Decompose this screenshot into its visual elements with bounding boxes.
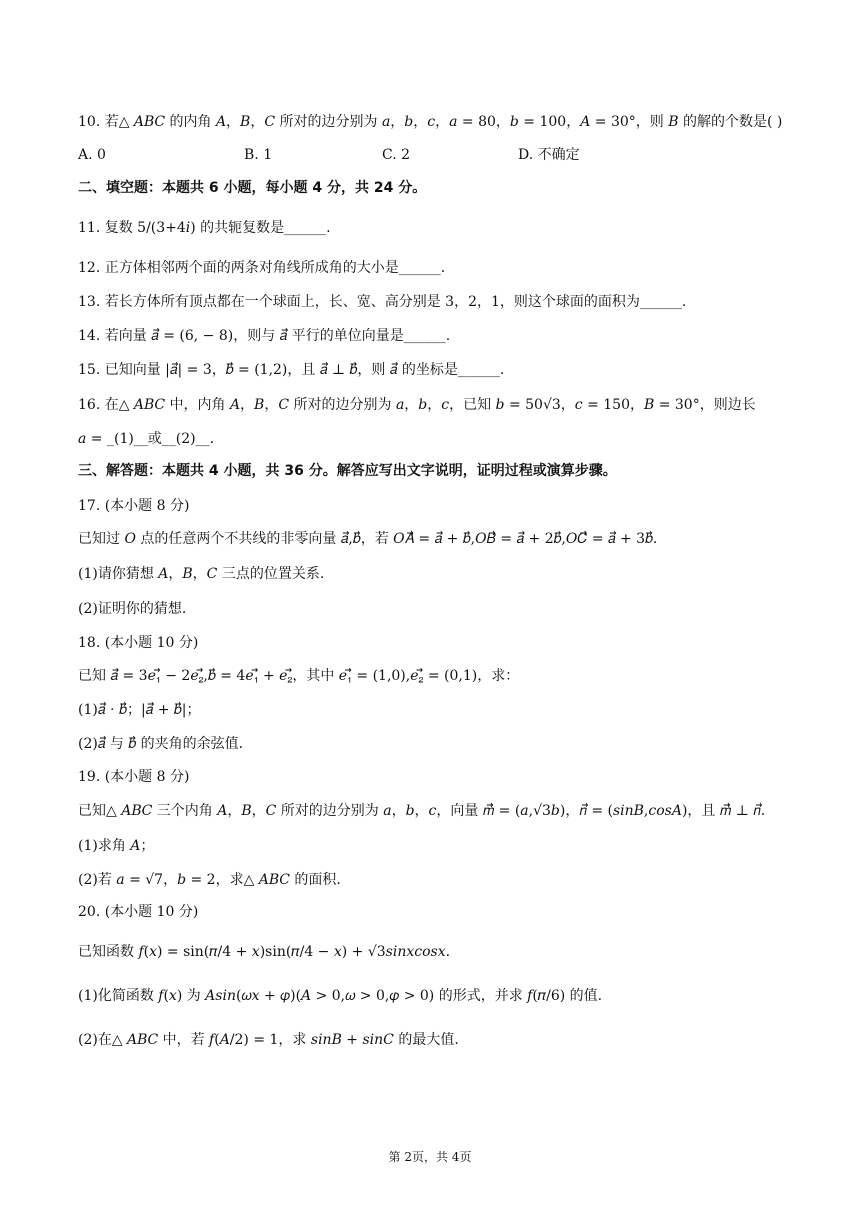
question-10-stem: 10. 若△ 𝐴𝐵𝐶 的内角 𝐴，𝐵，𝐶 所对的边分别为 𝑎，𝑏，𝑐，𝑎 = 80，𝑏 = 100，𝐴 = 30°，则 𝐵 的解的个数是( )	[78, 114, 783, 130]
section-3-heading: 三、解答题：本题共 4 小题，共 36 分。解答应写出文字说明，证明过程或演算步骤。	[78, 463, 617, 479]
question-14: 14. 若向量 𝑎⃗ = (6, − 8)，则与 𝑎⃗ 平行的单位向量是______.	[78, 328, 451, 344]
question-18-part-1: (1)𝑎⃗ ⋅ 𝑏⃗；|𝑎⃗ + 𝑏⃗|；	[78, 702, 201, 718]
question-18-title: 18. (本小题 10 分)	[78, 635, 199, 651]
question-10-choice-c: C. 2	[382, 147, 411, 163]
question-20-body: 已知函数 𝑓(𝑥) = sin(𝜋/4 + 𝑥)sin(𝜋/4 − 𝑥) + √3𝑠𝑖𝑛𝑥𝑐𝑜𝑠𝑥.	[78, 944, 451, 960]
question-17-part-1: (1)请你猜想 𝐴，𝐵，𝐶 三点的位置关系.	[78, 566, 325, 582]
question-17-title: 17. (本小题 8 分)	[78, 498, 190, 514]
section-2-heading: 二、填空题：本题共 6 小题，每小题 4 分，共 24 分。	[78, 180, 427, 196]
question-10-choice-b: B. 1	[244, 147, 273, 163]
question-11: 11. 复数 5/(3+4𝑖) 的共轭复数是______.	[78, 220, 331, 236]
question-17-body: 已知过 𝑂 点的任意两个不共线的非零向量 𝑎⃗,𝑏⃗，若 𝑂𝐴⃗⃗ = 𝑎⃗ + 𝑏⃗,𝑂𝐵⃗⃗ = 𝑎⃗ + 2𝑏⃗,𝑂𝐶⃗⃗ = 𝑎⃗ + 3𝑏⃗.	[78, 531, 658, 547]
page-footer: 第 2页，共 4页	[388, 1150, 472, 1164]
question-19-part-1: (1)求角 𝐴；	[78, 838, 155, 854]
question-15: 15. 已知向量 |𝑎⃗| = 3，𝑏⃗ = (1,2)，且 𝑎⃗ ⊥ 𝑏⃗，则 𝑎⃗ 的坐标是______.	[78, 362, 505, 378]
question-10-choice-a: A. 0	[78, 147, 106, 163]
question-19-part-2: (2)若 𝑎 = √7，𝑏 = 2，求△ 𝐴𝐵𝐶 的面积.	[78, 872, 341, 888]
question-12: 12. 正方体相邻两个面的两条对角线所成角的大小是______.	[78, 260, 446, 276]
question-10-choice-d: D. 不确定	[518, 147, 580, 163]
question-19-title: 19. (本小题 8 分)	[78, 769, 190, 785]
question-13: 13. 若长方体所有顶点都在一个球面上，长、宽、高分别是 3，2，1，则这个球面的面积为______.	[78, 294, 687, 310]
question-18-part-2: (2)𝑎⃗ 与 𝑏⃗ 的夹角的余弦值.	[78, 736, 244, 752]
question-20-title: 20. (本小题 10 分)	[78, 904, 199, 920]
question-19-body: 已知△ 𝐴𝐵𝐶 三个内角 𝐴，𝐵，𝐶 所对的边分别为 𝑎，𝑏，𝑐，向量 𝑚⃗⃗ = (𝑎,√3𝑏)，𝑛⃗ = (𝑠𝑖𝑛𝐵,𝑐𝑜𝑠𝐴)，且 𝑚⃗⃗ ⊥ 𝑛⃗.	[78, 803, 766, 819]
question-16-line-1: 16. 在△ 𝐴𝐵𝐶 中，内角 𝐴，𝐵，𝐶 所对的边分别为 𝑎，𝑏，𝑐，已知 𝑏 = 50√3，𝑐 = 150，𝐵 = 30°，则边长	[78, 397, 756, 413]
question-17-part-2: (2)证明你的猜想.	[78, 601, 187, 617]
question-16-line-2: 𝑎 = _(1)__或__(2)__.	[78, 431, 215, 447]
question-20-part-2: (2)在△ 𝐴𝐵𝐶 中，若 𝑓(𝐴/2) = 1，求 𝑠𝑖𝑛𝐵 + 𝑠𝑖𝑛𝐶 的最大值.	[78, 1032, 459, 1048]
question-18-body: 已知 𝑎⃗ = 3𝑒₁⃗ − 2𝑒₂⃗,𝑏⃗ = 4𝑒₁⃗ + 𝑒₂⃗，其中 𝑒₁⃗ = (1,0),𝑒₂⃗ = (0,1)，求：	[78, 668, 520, 684]
question-20-part-1: (1)化简函数 𝑓(𝑥) 为 𝐴𝑠𝑖𝑛(𝜔𝑥 + 𝜑)(𝐴 > 0,𝜔 > 0,𝜑 > 0) 的形式，并求 𝑓(𝜋/6) 的值.	[78, 988, 603, 1004]
